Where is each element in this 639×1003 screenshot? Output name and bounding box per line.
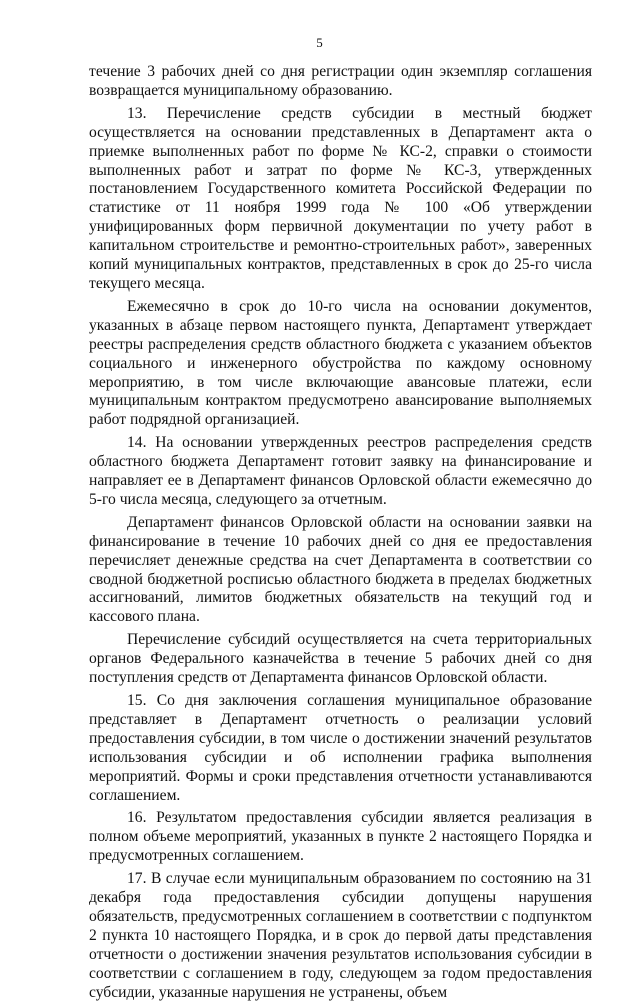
document-body [89, 63, 592, 1003]
page-number: 5 [316, 35, 323, 50]
paragraph-continuation: течение 3 рабочих дней со дня регистрации один экземпляр соглашения возвращается муниципальному образованию. [89, 63, 592, 99]
paragraph-item-13: 13. Перечисление средств субсидии в местный бюджет осуществляется на основании представленных в Департамент акта о приемке выполненных работ по форме № КС-2, справки о стоимости выполненных работ и затрат по форме № КС-3, утвержденных постановлением Государственного комитета Российской Федерации по статистике от 11 ноября 1999 года № 100 «Об утверждении унифицированных форм первичной документации по учету работ в капитальном строительстве и ремонтно-строительных работ», заверенных копий муниципальных контрактов, представленных в срок до 25-го числа текущего месяца. [89, 104, 592, 292]
paragraph-treasury-transfer: Перечисление субсидий осуществляется на счета территориальных органов Федерального казначейства в течение 5 рабочих дней со дня поступления средств от Департамента финансов Орловской области. [89, 631, 592, 687]
paragraph-item-14: 14. На основании утвержденных реестров распределения средств областного бюджета Департамент готовит заявку на финансирование и направляет ее в Департамент финансов Орловской области ежемесячно до 5-го числа месяца, следующего за отчетным. [89, 434, 592, 508]
paragraph-item-16: 16. Результатом предоставления субсидии является реализация в полном объеме мероприятий, указанных в пункте 2 настоящего Порядка и предусмотренных соглашением. [89, 809, 592, 865]
paragraph-item-17: 17. В случае если муниципальным образованием по состоянию на 31 декабря года предоставления субсидии допущены нарушения обязательств, предусмотренных соглашением в соответствии с подпунктом 2 пункта 10 настоящего Порядка, и в срок до первой даты представления отчетности о достижении значения результатов использования субсидии в соответствии с соглашением в году, следующем за годом предоставления субсидии, указанные нарушения не устранены, объем [89, 870, 592, 1001]
paragraph-item-15: 15. Со дня заключения соглашения муниципальное образование представляет в Департамент отчетность о реализации условий предоставления субсидии, в том числе о достижении значений результатов использования субсидии и об исполнении графика выполнения мероприятий. Формы и сроки представления отчетности устанавливаются соглашением. [89, 692, 592, 804]
paragraph-finance-department: Департамент финансов Орловской области на основании заявки на финансирование в течение 10 рабочих дней со дня ее предоставления перечисляет денежные средства на счет Департамента в соответствии со сводной бюджетной росписью областного бюджета в пределах бюджетных ассигнований, лимитов бюджетных обязательств на текущий год и кассового плана. [89, 513, 592, 626]
paragraph-monthly-registers: Ежемесячно в срок до 10-го числа на основании документов, указанных в абзаце первом настоящего пункта, Департамент утверждает реестры распределения средств областного бюджета с указанием объектов социального и инженерного обустройства по каждому основному мероприятию, в том числе включающие авансовые платежи, если муниципальным контрактом предусмотрено авансирование выполняемых работ подрядной организацией. [89, 297, 592, 429]
